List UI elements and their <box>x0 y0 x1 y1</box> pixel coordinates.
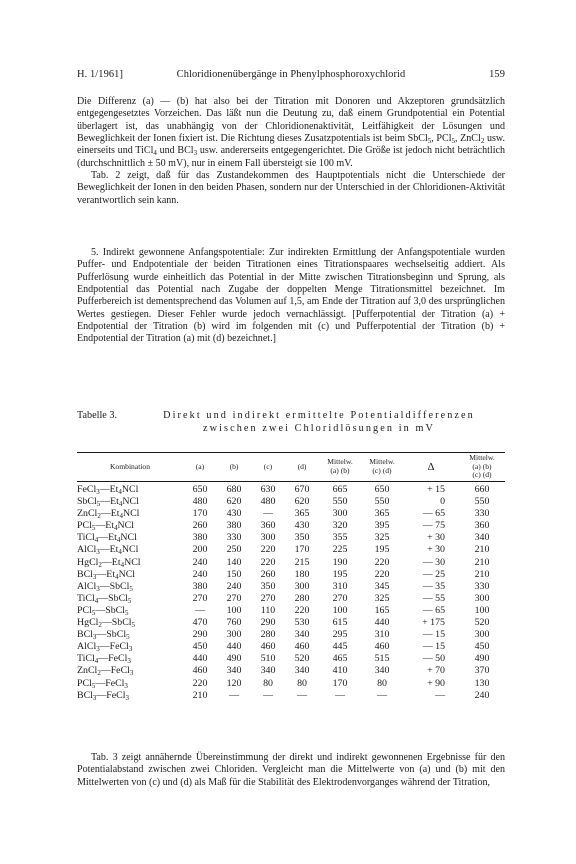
cell-mean-cd: 325 <box>374 592 390 604</box>
cell-combination: $BCl_3—Et_4NCl$ <box>77 568 136 581</box>
col-header-mean-ab <box>319 453 361 481</box>
cell-mean-ab: 270 <box>332 592 348 604</box>
cell-mean-all: 360 <box>474 520 490 532</box>
cell-b: 430 <box>226 508 242 520</box>
cell-c: 270 <box>260 592 276 604</box>
cell-mean-cd: 80 <box>377 677 387 689</box>
cell-c: 340 <box>260 665 276 677</box>
cell-mean-cd: 650 <box>374 484 390 495</box>
cell-d: 350 <box>294 532 310 544</box>
cell-d: 220 <box>294 604 310 616</box>
cell-mean-ab: 195 <box>332 568 348 580</box>
cell-d: 215 <box>294 556 310 568</box>
cell-a: 440 <box>192 653 208 665</box>
cell-combination: TiCl$_4$—SbCl$_5$ <box>77 592 132 605</box>
cell-mean-cd: 165 <box>374 604 390 616</box>
table-row <box>77 678 505 690</box>
cell-d: 180 <box>294 568 310 580</box>
cell-delta: — 15 <box>422 629 445 641</box>
table-row <box>77 665 505 677</box>
cell-mean-all: 300 <box>474 592 490 604</box>
header-line: (c) (d) <box>372 466 392 475</box>
cell-d: 670 <box>294 484 310 495</box>
col-header-d: (d) <box>297 461 307 471</box>
cell-mean-ab: 665 <box>332 484 348 495</box>
cell-b: 330 <box>226 532 242 544</box>
cell-d: 460 <box>294 641 310 653</box>
cell-delta: 0 <box>440 496 445 508</box>
cell-combination: AlCl$_3$—SbCl$_5$ <box>77 580 133 593</box>
cell-b: 760 <box>226 617 242 629</box>
journal-issue: H. 1/1961] <box>77 69 124 80</box>
table-caption <box>77 410 505 435</box>
cell-b: 300 <box>226 629 242 641</box>
text-block-section5 <box>77 247 505 346</box>
table-row <box>77 520 505 532</box>
cell-b: 380 <box>226 520 242 532</box>
table-row <box>77 581 505 593</box>
page-number: 159 <box>489 69 505 80</box>
cell-c: 110 <box>260 604 276 616</box>
cell-delta: — 65 <box>422 508 445 520</box>
text-run: usw. einerseits und TiCl <box>77 133 506 157</box>
col-header-c: (c) <box>263 461 273 471</box>
cell-mean-cd: 440 <box>374 617 390 629</box>
cell-mean-all: 370 <box>474 665 490 677</box>
col-header-b: (b) <box>229 461 239 471</box>
cell-mean-all: 210 <box>474 544 490 556</box>
cell-b: 680 <box>226 484 242 495</box>
cell-mean-cd: 515 <box>374 653 390 665</box>
cell-delta: — 50 <box>422 653 445 665</box>
cell-b: — <box>229 689 239 701</box>
col-header-a: (a) <box>195 461 205 471</box>
text-run: und BCl <box>156 145 194 157</box>
cell-a: 200 <box>192 544 208 556</box>
cell-combination: $TiCl_4—Et_4NCl$ <box>77 532 137 545</box>
cell-c: 280 <box>260 629 276 641</box>
subscript: 5 <box>427 137 432 146</box>
cell-b: 150 <box>226 568 242 580</box>
cell-mean-ab: 615 <box>332 617 348 629</box>
cell-c: 260 <box>260 568 276 580</box>
cell-b: 490 <box>226 653 242 665</box>
table-header-row <box>77 453 505 481</box>
cell-a: 650 <box>192 484 208 495</box>
cell-d: 300 <box>294 580 310 592</box>
article-title: Chloridionenübergänge in Phenylphosphoroxychlorid <box>176 69 406 80</box>
cell-c: 630 <box>260 484 276 495</box>
cell-b: 620 <box>226 496 242 508</box>
cell-a: 380 <box>192 532 208 544</box>
table-row <box>77 532 505 544</box>
cell-mean-cd: 550 <box>374 496 390 508</box>
cell-a: 170 <box>192 508 208 520</box>
cell-d: 530 <box>294 617 310 629</box>
header-line: (a) (b) <box>472 461 492 471</box>
cell-mean-ab: 465 <box>332 653 348 665</box>
table-row <box>77 617 505 629</box>
subscript: 3 <box>193 149 198 158</box>
cell-mean-all: 550 <box>474 496 490 508</box>
cell-b: 240 <box>226 580 242 592</box>
paragraph-difference <box>77 96 505 170</box>
cell-a: 220 <box>192 677 208 689</box>
cell-delta: + 15 <box>427 484 445 495</box>
cell-d: — <box>297 689 307 701</box>
table-title-line2: zwischen zwei Chloridlösungen in mV <box>203 422 435 434</box>
cell-mean-ab: 310 <box>332 580 348 592</box>
text-block-top <box>77 96 505 207</box>
cell-mean-cd: 310 <box>374 629 390 641</box>
cell-mean-ab: 295 <box>332 629 348 641</box>
cell-combination: PCl$_5$—SbCl$_5$ <box>77 604 129 617</box>
paragraph-tab2: Tab. 2 zeigt, daß für das Zustandekommen des Hauptpotentials nicht die Unterschiede der Beweglichkeit der Ionen in den beiden Phasen, sondern nur der Unterschied in der Chloridionen-Aktivität verantwortlich sein kann. <box>77 170 505 206</box>
header-line: Mittelw. <box>469 453 495 463</box>
cell-mean-cd: 365 <box>374 508 390 520</box>
cell-b: 270 <box>226 592 242 604</box>
header-line: Mittelw. <box>327 457 353 467</box>
table-row <box>77 557 505 569</box>
cell-delta: + 175 <box>422 617 445 629</box>
cell-d: 170 <box>294 544 310 556</box>
cell-delta: — 30 <box>422 556 445 568</box>
table-row <box>77 641 505 653</box>
cell-b: 340 <box>226 665 242 677</box>
cell-combination: $AlCl_3—Et_4NCl$ <box>77 544 139 557</box>
cell-mean-all: 450 <box>474 641 490 653</box>
cell-mean-all: 330 <box>474 508 490 520</box>
cell-mean-ab: 225 <box>332 544 348 556</box>
cell-delta: — 55 <box>422 592 445 604</box>
cell-mean-cd: 325 <box>374 532 390 544</box>
cell-d: 280 <box>294 592 310 604</box>
cell-delta: — 65 <box>422 604 445 616</box>
cell-b: 440 <box>226 641 242 653</box>
table-label: Tabelle 3. <box>77 410 118 421</box>
cell-combination: $SbCl_5—Et_4NCl$ <box>77 496 139 509</box>
cell-mean-ab: — <box>335 689 345 701</box>
cell-combination: BCl$_3$—SbCl$_5$ <box>77 629 130 642</box>
cell-d: 365 <box>294 508 310 520</box>
cell-a: 240 <box>192 556 208 568</box>
cell-delta: — 35 <box>422 580 445 592</box>
cell-mean-all: 210 <box>474 556 490 568</box>
cell-combination: $PCl_5—Et_4NCl$ <box>77 520 134 533</box>
cell-d: 520 <box>294 653 310 665</box>
text-run: Die Differenz (a) — (b) hat also bei der Titration mit Donoren und Akzeptoren grundsätzlich entgegengesetztes Vorzeichen. Das läßt nun die Deutung zu, daß einem Grundpotential ein Potential überlagert ist, das unabhängig von der Chloridionenaktivität, Leitfähigkeit der Lösungen und Beweglichkeit der Ionen fixiert ist. Die Richtung dieses Zusatzpotentials ist beim SbCl <box>77 96 505 145</box>
cell-delta: + 90 <box>427 677 445 689</box>
table-row <box>77 690 505 702</box>
cell-delta: — 25 <box>422 568 445 580</box>
cell-c: 300 <box>260 532 276 544</box>
col-header-mean-all <box>459 453 505 481</box>
paragraph-section5: 5. Indirekt gewonnene Anfangspotentiale: Zur indirekten Ermittlung der Anfangspotentiale wurden Puffer- und Endpotentiale der beiden Titrationen eines Titrationspaares wechselseitig addiert. Als Pufferlösung wurde einheitlich das Potential in der Mitte zwischen Titrationsbeginn und Sprung, als Endpotential das Potential nach Zugabe der doppelten Menge Titrationsmittel bezeichnet. Im Pufferbereich ist dementsprechend das Volumen auf 1,5, am Ende der Titration auf 3,0 des ursprünglichen Wertes gestiegen. Dieser Fehler wurde jedoch vernachlässigt. [Pufferpotential der Titration (a) + Endpotential der Titration (b) wird im folgenden mit (c) und Pufferpotential der Titration (b) + Endpotential der Titration (a) mit (d) bezeichnet.] <box>77 247 505 345</box>
cell-mean-all: 130 <box>474 677 490 689</box>
table-row <box>77 605 505 617</box>
cell-a: 290 <box>192 629 208 641</box>
subscript: 5 <box>451 137 455 146</box>
cell-c: 350 <box>260 580 276 592</box>
header-line: (c) (d) <box>472 470 492 480</box>
cell-mean-ab: 170 <box>332 677 348 689</box>
header-line: (a) (b) <box>330 466 350 475</box>
cell-delta: — <box>435 689 445 701</box>
cell-mean-cd: 345 <box>374 580 390 592</box>
cell-d: 80 <box>297 677 307 689</box>
col-header-mean-cd <box>361 453 403 481</box>
cell-mean-ab: 550 <box>332 496 348 508</box>
cell-combination: $FeCl_3—Et_4NCl$ <box>77 484 139 496</box>
cell-mean-ab: 410 <box>332 665 348 677</box>
table-row <box>77 544 505 556</box>
cell-a: 260 <box>192 520 208 532</box>
cell-a: 460 <box>192 665 208 677</box>
cell-d: 430 <box>294 520 310 532</box>
cell-delta: — 15 <box>422 641 445 653</box>
cell-delta: + 70 <box>427 665 445 677</box>
table-row <box>77 593 505 605</box>
subscript: 2 <box>480 137 485 146</box>
col-header-combination: Kombination <box>109 461 151 471</box>
cell-combination: BCl$_3$—FeCl$_3$ <box>77 689 130 702</box>
table-row <box>77 569 505 581</box>
cell-mean-ab: 355 <box>332 532 348 544</box>
cell-mean-all: 100 <box>474 604 490 616</box>
cell-mean-all: 330 <box>474 580 490 592</box>
cell-b: 250 <box>226 544 242 556</box>
text-run: , PCl <box>431 133 452 145</box>
cell-combination: $ZnCl_2—Et_4NCl$ <box>77 508 140 521</box>
cell-mean-cd: 195 <box>374 544 390 556</box>
cell-c: 360 <box>260 520 276 532</box>
cell-c: 510 <box>260 653 276 665</box>
cell-c: 220 <box>260 556 276 568</box>
col-header-delta: Δ <box>427 460 435 473</box>
table-row <box>77 653 505 665</box>
cell-mean-all: 240 <box>474 689 490 701</box>
cell-mean-all: 660 <box>474 484 490 495</box>
cell-c: 460 <box>260 641 276 653</box>
cell-c: 220 <box>260 544 276 556</box>
paragraph-tab3: Tab. 3 zeigt annähernde Übereinstimmung der direkt und indirekt gewonnenen Ergebnisse für den Potentialabstand zwischen zwei Chloriden. Vergleicht man die Mittelwerte von (a) und (b) mit den Mittelwerten von (c) und (d) als Maß für die Stabilität des Elektrodenvorganges während der Titration, <box>77 752 505 788</box>
cell-a: 470 <box>192 617 208 629</box>
cell-combination: PCl$_5$—FeCl$_3$ <box>77 677 128 690</box>
cell-combination: TiCl$_4$—FeCl$_3$ <box>77 653 131 666</box>
cell-mean-ab: 445 <box>332 641 348 653</box>
cell-c: 80 <box>263 677 273 689</box>
cell-a: 450 <box>192 641 208 653</box>
cell-d: 340 <box>294 665 310 677</box>
cell-mean-ab: 190 <box>332 556 348 568</box>
cell-mean-cd: 340 <box>374 665 390 677</box>
subscript: 4 <box>153 149 157 158</box>
cell-mean-all: 300 <box>474 629 490 641</box>
cell-d: 340 <box>294 629 310 641</box>
cell-d: 620 <box>294 496 310 508</box>
cell-mean-cd: 220 <box>374 568 390 580</box>
cell-a: 270 <box>192 592 208 604</box>
potential-table <box>77 453 505 702</box>
header-line: Mittelw. <box>369 457 395 467</box>
cell-combination: HgCl$_2$—SbCl$_5$ <box>77 617 136 630</box>
cell-delta: + 30 <box>427 532 445 544</box>
cell-delta: — 75 <box>422 520 445 532</box>
table-row <box>77 629 505 641</box>
table-row <box>77 481 505 496</box>
cell-b: 140 <box>226 556 242 568</box>
cell-mean-all: 520 <box>474 617 490 629</box>
table-row <box>77 508 505 520</box>
cell-c: — <box>263 508 273 520</box>
cell-mean-ab: 320 <box>332 520 348 532</box>
cell-b: 120 <box>226 677 242 689</box>
cell-a: — <box>195 604 205 616</box>
cell-combination: ZnCl$_2$—FeCl$_3$ <box>77 665 134 678</box>
text-run: , ZnCl <box>455 133 481 145</box>
text-block-bottom <box>77 752 505 789</box>
cell-mean-cd: 220 <box>374 556 390 568</box>
cell-mean-cd: 395 <box>374 520 390 532</box>
cell-mean-all: 210 <box>474 568 490 580</box>
cell-a: 240 <box>192 568 208 580</box>
cell-mean-all: 340 <box>474 532 490 544</box>
cell-combination: AlCl$_3$—FeCl$_3$ <box>77 641 133 654</box>
cell-a: 380 <box>192 580 208 592</box>
table-body <box>77 481 505 702</box>
cell-c: 290 <box>260 617 276 629</box>
cell-b: 100 <box>226 604 242 616</box>
text-run: usw. andererseits entgegengerichtet. Die Größe ist jedoch nicht beträchtlich (durchschnittlich ± 50 mV), nur in einem Fall übersteigt sie 100 mV. <box>77 145 505 169</box>
cell-mean-ab: 100 <box>332 604 348 616</box>
cell-c: — <box>263 689 273 701</box>
cell-mean-ab: 300 <box>332 508 348 520</box>
cell-a: 210 <box>192 689 208 701</box>
cell-c: 480 <box>260 496 276 508</box>
table-title-line1: Direkt und indirekt ermittelte Potentialdifferenzen <box>163 410 475 421</box>
cell-mean-cd: — <box>377 689 387 701</box>
cell-mean-cd: 460 <box>374 641 390 653</box>
cell-combination: $HgCl_2—Et_4NCl$ <box>77 556 141 569</box>
cell-mean-all: 490 <box>474 653 490 665</box>
table-row <box>77 496 505 508</box>
cell-delta: + 30 <box>427 544 445 556</box>
cell-a: 480 <box>192 496 208 508</box>
